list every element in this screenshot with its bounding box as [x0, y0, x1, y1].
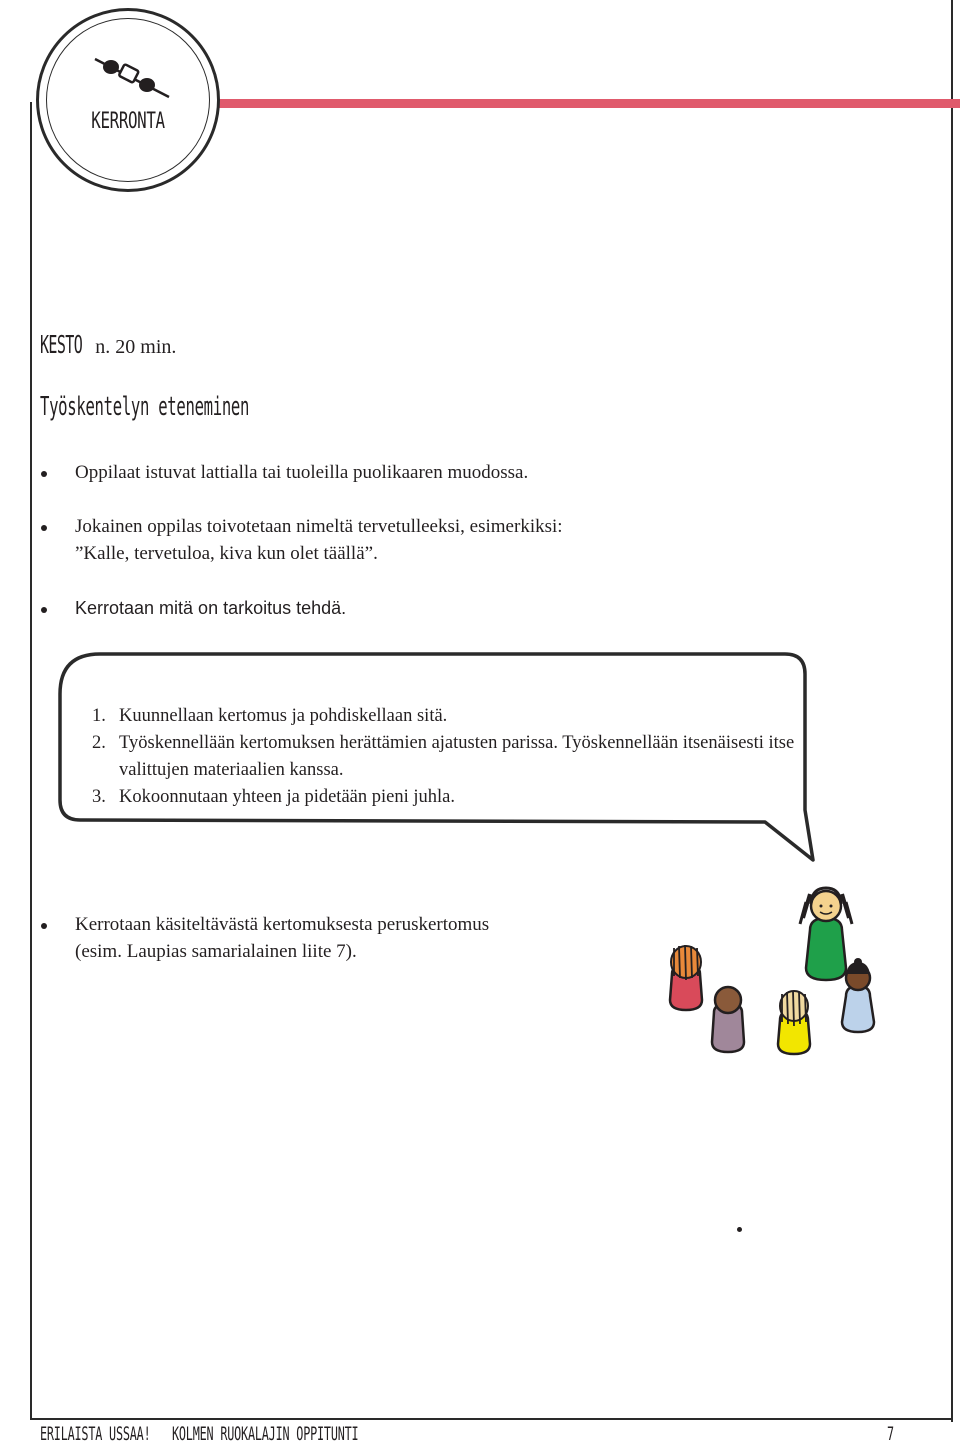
sausage-skewer-icon: [91, 51, 171, 101]
activity-steps: [92, 703, 802, 811]
section-title: Työskentelyn eteneminen: [40, 392, 250, 422]
page-frame-bottom: [30, 1418, 953, 1420]
footer-publication: ERILAISTA USSAA!: [40, 1423, 151, 1445]
bullet-text-continued: (esim. Laupias samarialainen liite 7).: [75, 941, 357, 962]
bullet-text: Kerrotaan käsiteltävästä kertomuksesta peruskertomus: [75, 914, 490, 935]
step-number: 2.: [92, 733, 106, 753]
duration: [40, 330, 176, 359]
step-text: Työskennellään kertomuksen herättämien ajatusten parissa. Työskennellään itsenäisesti itse valittujen materiaalien kanssa.: [119, 733, 795, 780]
duration-label: KESTO: [40, 330, 83, 359]
step-item: [92, 784, 802, 811]
bullet-item: [75, 513, 563, 567]
child-figure-purple: [712, 987, 744, 1052]
badge-title: KERRONTA: [91, 109, 165, 134]
section-badge: [36, 8, 220, 192]
bullet-text: Oppilaat istuvat lattialla tai tuoleilla puolikaaren muodossa.: [75, 462, 529, 483]
step-item: [92, 703, 802, 730]
footer-section: KOLMEN RUOKALAJIN OPPITUNTI: [172, 1423, 359, 1445]
step-text: Kokoonnutaan yhteen ja pidetään pieni juhla.: [119, 787, 455, 807]
child-figure-yellow: [778, 991, 810, 1054]
bullet-item: [75, 595, 346, 622]
page-frame-right: [951, 0, 953, 1422]
page-number: 7: [887, 1423, 894, 1445]
child-figure-green: [800, 888, 852, 980]
duration-value: n. 20 min.: [90, 336, 177, 358]
step-number: 3.: [92, 787, 106, 807]
bullet-text: Kerrotaan mitä on tarkoitus tehdä.: [75, 598, 347, 618]
stray-dot: [737, 1227, 742, 1232]
child-figure-red: [670, 945, 702, 1010]
bullet-text-continued: ”Kalle, tervetuloa, kiva kun olet täällä”.: [75, 543, 378, 564]
bullet-text: Jokainen oppilas toivotetaan nimeltä tervetulleeksi, esimerkiksi:: [75, 516, 563, 537]
step-number: 1.: [92, 706, 106, 726]
group-of-children-icon: [660, 882, 890, 1062]
bullet-item: [75, 459, 528, 486]
step-item: [92, 730, 802, 784]
page-frame-left: [30, 102, 32, 1420]
bullet-item: [75, 911, 489, 965]
header-accent-bar: [205, 99, 960, 108]
step-text: Kuunnellaan kertomus ja pohdiskellaan sitä.: [119, 706, 448, 726]
